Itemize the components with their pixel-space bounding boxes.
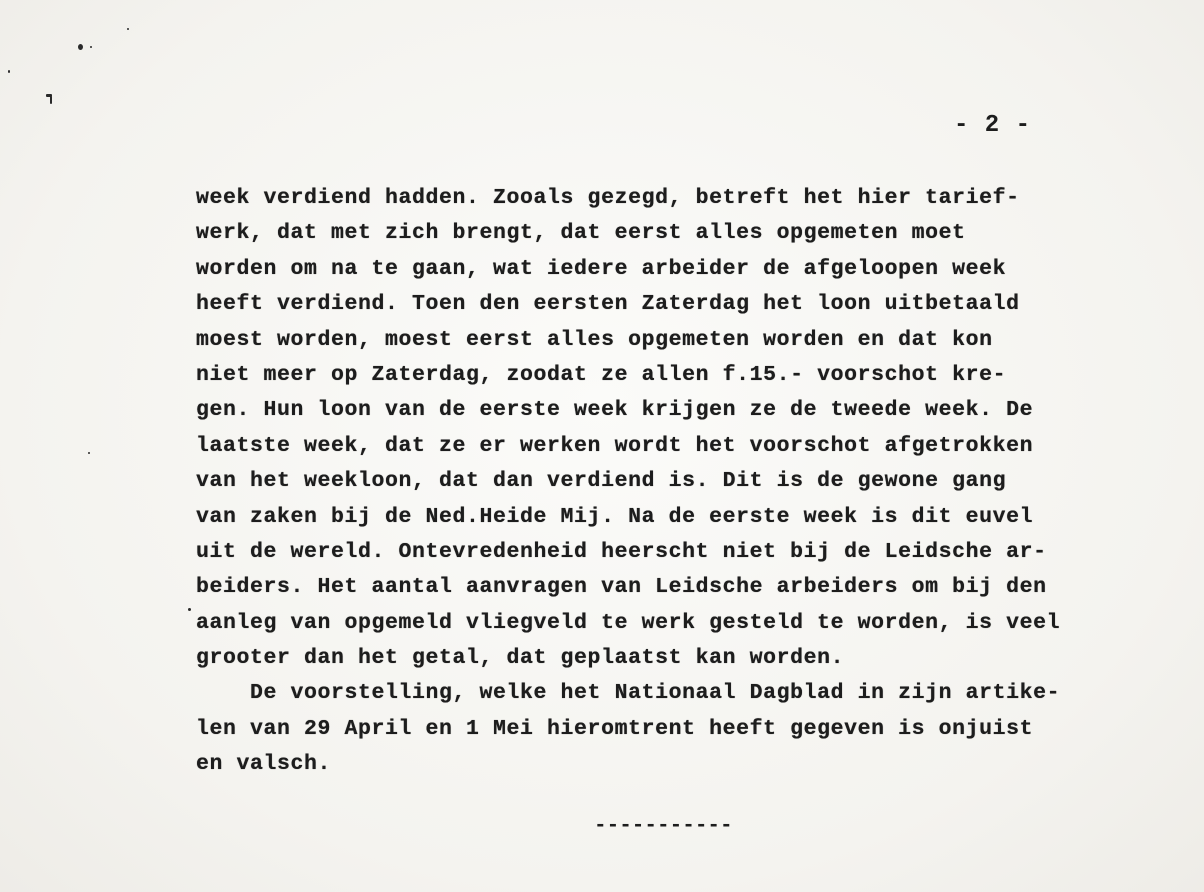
text-line: gen. Hun loon van de eerste week krijgen ze de tweede week. De xyxy=(196,398,1034,423)
ink-speck xyxy=(90,46,92,48)
text-line: werk, dat met zich brengt, dat eerst alles opgemeten moet xyxy=(196,221,966,246)
ink-speck xyxy=(8,70,10,73)
text-line: uit de wereld. Ontevredenheid heerscht niet bij de Leidsche ar- xyxy=(196,539,1047,564)
ink-speck xyxy=(78,44,83,50)
text-line: heeft verdiend. Toen den eersten Zaterdag het loon uitbetaald xyxy=(196,292,1020,317)
ink-speck xyxy=(88,452,90,454)
text-line: week verdiend hadden. Zooals gezegd, betreft het hier tarief- xyxy=(196,186,1020,210)
ink-speck xyxy=(188,608,191,611)
text-line: len van 29 April en 1 Mei hieromtrent heeft gegeven is onjuist xyxy=(196,716,1034,741)
text-line: De voorstelling, welke het Nationaal Dagblad in zijn artike- xyxy=(196,681,1061,706)
closing-separator: ----------- xyxy=(594,815,733,838)
page-number: - 2 - xyxy=(954,112,1032,139)
text-line: niet meer op Zaterdag, zoodat ze allen f.15.- voorschot kre- xyxy=(196,362,1007,387)
ink-speck xyxy=(50,96,52,104)
text-line: moest worden, moest eerst alles opgemeten worden en dat kon xyxy=(196,327,993,352)
text-line: van zaken bij de Ned.Heide Mij. Na de eerste week is dit euvel xyxy=(196,504,1034,529)
text-line: beiders. Het aantal aanvragen van Leidsche arbeiders om bij den xyxy=(196,575,1047,600)
ink-speck xyxy=(127,28,129,30)
body-text xyxy=(196,181,1156,783)
text-line: aanleg van opgemeld vliegveld te werk gesteld te worden, is veel xyxy=(196,610,1061,635)
text-line: van het weekloon, dat dan verdiend is. Dit is de gewone gang xyxy=(196,469,1007,494)
text-line: laatste week, dat ze er werken wordt het voorschot afgetrokken xyxy=(196,433,1034,458)
text-line: grooter dan het getal, dat geplaatst kan worden. xyxy=(196,646,845,671)
text-line: worden om na te gaan, wat iedere arbeider de afgeloopen week xyxy=(196,256,1007,281)
text-line: en valsch. xyxy=(196,752,332,777)
